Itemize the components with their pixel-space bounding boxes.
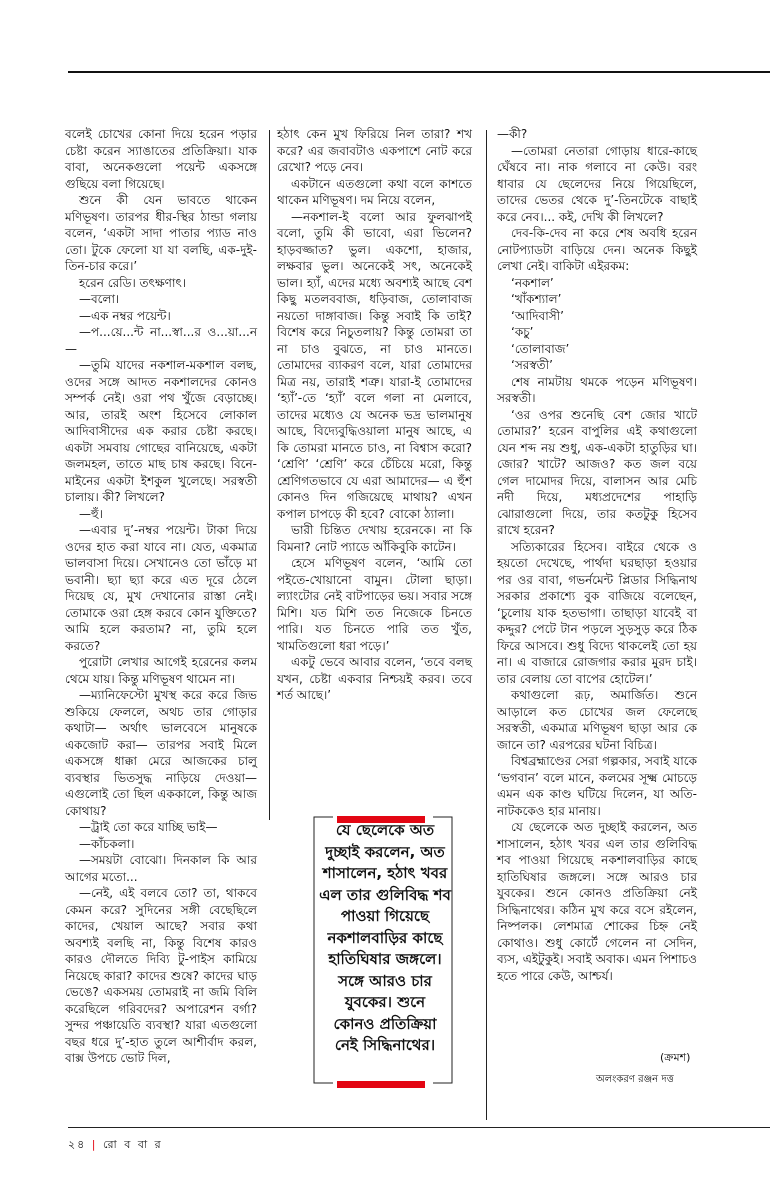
pull-quote-bottom-bar — [337, 1081, 425, 1088]
column-divider-1 — [269, 130, 270, 820]
column-divider-2 — [486, 130, 487, 1120]
pull-quote-line: সঙ্গে আরও চার — [338, 971, 432, 990]
paragraph: —ম্যানিফেস্টো মুখস্থ করে করে জিভ শুকিয়ে ফেললে, অথচ তার গোড়ার কথাটা— অর্থাৎ ভালবেসে মানুষকে একজোট করা— তারপর সবাই মিলে একসঙ্গে ধাক্কা মেরে আজকের চালু ব্যবস্থার ভিতসুদ্ধ নাড়িয়ে দেওয়া— এগুলোই তো ছিল এককালে, কিন্তু আজ কোথায়? — [65, 688, 257, 818]
paragraph: —নেই, এই বলবে তো? তা, থাকবে কেমন করে? সুদিনের সঙ্গী বেছেছিলে কাদের, খেয়াল আছে? সবার কথা অবশ্যই বলছি না, কিন্তু বিশেষ কারও কারও দৌলতে দিব্যি টু-পাইস কামিয়ে নিয়েছে কারা? কাদের শুষে? কাদের ঘাড় ভেঙে? একসময় তোমরাই না জমি বিলি করেছিলে গরিবদের? অপারেশন বর্গা? সুন্দর পঞ্চায়েতি ব্যবস্থা? যারা এতগুলো বছর ধরে দু’-হাত তুলে আশীর্বাদ করল, বাক্স উপচে ভোট দিল, — [65, 886, 257, 1065]
pull-quote-line: দুচ্ছাই করলেন, অত — [325, 842, 445, 861]
pull-quote-line: এল তার গুলিবিদ্ধ শব — [319, 885, 451, 904]
paragraph: বিশ্বব্রহ্মাণ্ডের সেরা গল্পকার, সবাই যাকে ‘ভগবান’ বলে মানে, কলমের সূক্ষ্ম মোচড়ে এমন এক কাণ্ড ঘটিয়ে দিলেন, যা অতি-নাটককেও হার মানায়। — [497, 754, 697, 818]
paragraph: —এবার দু’-নম্বর পয়েন্ট। টাকা দিয়ে ওদের হাত করা যাবে না। যেত, একমাত্র ভালবাসা দিয়ে। সেখানেও তো ভাঁড়ে মা ভবানী। ছ্যা ছ্যা করে এত দূরে ঠেলে দিয়েছ যে, মুখ দেখানোর রাস্তা নেই। তোমাকে ওরা হেঙ্গ করবে কোন যুক্তিতে? আমি হলে করতাম? না, তুমি হলে করতে? — [65, 523, 257, 653]
paragraph: একটানে এতগুলো কথা বলে কাশতে থাকেন মণিভূষণ। দম নিয়ে বলেন, — [277, 176, 472, 207]
article-column-1 — [65, 126, 257, 1067]
paragraph: ‘খাঁকশ্যাল’ — [511, 292, 562, 306]
paragraph: ভারী চিন্তিত দেখায় হরেনকে। না কি বিমনা? নোট প্যাডে আঁকিবুকি কাটেন। — [277, 523, 472, 554]
pull-quote-line: কোনও প্রতিক্রিয়া — [333, 1014, 437, 1033]
paragraph: কথাগুলো রূঢ়, অমার্জিত। শুনে আড়ালে কত চোখের জল ফেলেছে সরস্বতী, একমাত্র মণিভূষণ ছাড়া আর কে জানে তা? এরপরের ঘটনা বিচিত্র। — [497, 688, 697, 752]
paragraph: ‘তোলাবাজ’ — [511, 341, 570, 356]
pull-quote-line: নেই সিদ্ধিনাথের। — [334, 1036, 436, 1054]
paragraph: —এক নম্বর পয়েন্ট। — [79, 308, 171, 323]
article-column-3 — [497, 126, 697, 984]
pull-quote-line: হাতিঘিষার জঙ্গলে। — [328, 950, 442, 968]
paragraph: —নকশাল-ই বলো আর ফুলঝাপই বলো, তুমি কী ভাবো, এরা ভিলেন? হাড়বজ্জাত? ভুল। একশো, হাজার, লক্ষবার ভুল। অনেকেই সৎ, অনেকেই ভাল। হ্যাঁ, এদের মধ্যে অবশ্যই আছে বেশ কিছু মতলববাজ, ধড়িবাজ, তোলাবাজ নয়তো দাঙ্গাবাজ। কিন্তু সবাই কি তাই? বিশেষ করে নিচুতলায়? কিন্তু তোমরা তা না চাও বুঝতে, না চাও মানতে। তোমাদের ব্যাকরণ বলে, যারা তোমাদের মিত্র নয়, তারাই শত্রু। যারা-ই তোমাদের ‘হ্যাঁ’-তে ‘হ্যাঁ’ বলে গলা না মেলাবে, তাদের মধ্যেও যে অনেক ভদ্র ভালমানুষ আছে, বিদ্যেবুদ্ধিওয়ালা মানুষ আছে, এ কি তোমরা মানতে চাও, না বিশ্বাস করো? ‘শ্রেণি’ ‘শ্রেণি’ করে চেঁচিয়ে মরো, কিন্তু শ্রেণিগতভাবে যে এরা আমাদের— এ হুঁশ কোনও দিন গজিয়েছে মাথায়? এখন কপাল চাপড়ে কী হবে? বোকো ঠ্যালা। — [277, 209, 472, 521]
page-number: ২৪ — [68, 1138, 87, 1151]
paragraph: দেব-কি-দেব না করে শেষ অবধি হরেন নোটপ্যাডটা বাড়িয়ে দেন। অনেক কিছুই লেখা নেই। বাকিটা এইরকম: — [497, 226, 697, 273]
pull-quote-line: শাসালেন, হঠাৎ খবর — [322, 864, 448, 882]
paragraph: ‘সরস্বতী’ — [511, 358, 553, 372]
paragraph: —তুমি যাদের নকশাল-মকশাল বলছ, ওদের সঙ্গে আদত নকশালদের কোনও সম্পর্ক নেই। ওরা পথ খুঁজে বেড়াচ্ছে। আর, তারই অংশ হিসেবে লোকাল আদিবাসীদের এক করার চেষ্টা করছে। একটা সমবায় গোছের বানিয়েছে, একটা জলমহল, তাতে মাছ চাষ করছে। বিনে-মাইনের একটা ইশকুল খুলেছে। সরস্বতী চালায়। কী? লিখলে? — [65, 358, 257, 504]
article-column-2 — [277, 126, 472, 704]
paragraph: হরেন রেডি। তৎক্ষণাৎ। — [79, 275, 187, 290]
pull-quote-line: যে ছেলেকে অত — [335, 821, 435, 839]
paragraph: সত্যিকারের হিসেব। বাইরে থেকে ও হয়তো দেখেছে, পার্থদা ঘরছাড়া হওয়ার পর ওর বাবা, গভর্নমেন্ট প্লিডার সিদ্ধিনাথ সরকার প্রকাশ্যে বুক বাজিয়ে বলেছেন, ‘চুলোয় যাক হতভাগা। তাছাড়া যাবেই বা কদ্দুর? পেটে টান পড়লে সুড়সুড় করে ঠিক ফিরে আসবে। শুধু বিদ্যে থাকলেই তো হয় না। এ বাজারে রোজগার করার মুরদ চাই। তার বেলায় তো বাপের হোটেল।’ — [497, 539, 697, 686]
paragraph: একটু ভেবে আবার বলেন, ‘তবে বলছ যখন, চেষ্টা একবার নিশ্চয়ই করব। তবে শর্ত আছে।’ — [277, 655, 472, 702]
page-footer — [68, 1136, 163, 1155]
paragraph: ‘আদিবাসী’ — [511, 308, 564, 323]
pull-quote-line: যুবকের। শুনে — [344, 993, 426, 1011]
paragraph: বলেই চোখের কোনা দিয়ে হরেন পড়ার চেষ্টা করেন স্যাঙাতের প্রতিক্রিয়া। যাক বাবা, অনেকগুলো পয়েন্ট একসঙ্গে গুছিয়ে বলা গিয়েছে। — [65, 127, 257, 191]
paragraph: —কাঁচকলা। — [79, 836, 135, 851]
paragraph: —কী? — [497, 127, 528, 141]
illustration-credit: অলংকরণ রঞ্জন দত্ত — [596, 1074, 674, 1085]
paragraph: —ট্রাই তো করে যাচ্ছি ভাই— — [79, 820, 218, 834]
paragraph: ‘কচু’ — [511, 325, 534, 339]
paragraph: হেসে মণিভূষণ বলেন, ‘আমি তো পইতে-খোয়ানো বামুন। টোলা ছাড়া। ল্যাংটোর নেই বাটপাড়ের ভয়। সবার সঙ্গে মিশি। যত মিশি তত নিজেকে চিনতে পারি। যত চিনতে পারি তত খুঁত, খামতিগুলো ধরা পড়ে।’ — [277, 556, 472, 653]
paragraph: শুনে কী যেন ভাবতে থাকেন মণিভূষণ। তারপর ধীর-স্থির ঠান্ডা গলায় বলেন, ‘একটা সাদা পাতার প্যাড নাও তো। টুকে ফেলো যা যা বলছি, এক-দুই-তিন-চার করে।’ — [65, 193, 257, 273]
paragraph: ‘নকশাল’ — [511, 275, 554, 290]
continued-label: (ক্রমশ) — [660, 1051, 691, 1064]
pull-quote-line: নকশালবাড়ির কাছে — [327, 928, 443, 947]
paragraph: হঠাৎ কেন মুখ ফিরিয়ে নিল তারা? শখ করে? এর জবাবটাও একপাশে নোট করে রেখো? পড়ে নেব। — [277, 127, 472, 174]
top-rule — [68, 71, 770, 73]
paragraph: পুরোটা লেখার আগেই হরেনের কলম থেমে যায়। কিন্তু মণিভূষণ থামেন না। — [65, 655, 257, 686]
footer-separator: | — [91, 1138, 98, 1151]
paragraph: যে ছেলেকে অত দুচ্ছাই করলেন, অত শাসালেন, হঠাৎ খবর এল তার গুলিবিদ্ধ শব পাওয়া গিয়েছে নকশালবাড়ির কাছে হাতিঘিষার জঙ্গলে। সঙ্গে আরও চার যুবকের। শুনে কোনও প্রতিক্রিয়া নেই সিদ্ধিনাথের। কঠিন মুখ করে বসে রইলেন, নিষ্পলক। লেশমাত্র শোকের চিহ্ন নেই কোথাও। শুধু কোর্টে গেলেন না সেদিন, ব্যস, এইটুকুই। সবাই অবাক। এমন পিশাচও হতে পারে কেউ, আশ্চর্য। — [497, 820, 697, 983]
paragraph: —প...য়ে...ন্ট না...স্বা...র ও...য়া...ন— — [65, 325, 257, 356]
paragraph: ‘ওর ওপর শুনেছি বেশ জোর খাটে তোমার?’ হরেন বাপুলির এই কথাগুলো যেন শব্দ নয় শুধু, এক-একটা হাতুড়ির ঘা। জোর? খাটে? আজও? কত জল বয়ে গেল দামোদর দিয়ে, বালাসন আর মেচি নদী দিয়ে, মধ্যপ্রদেশের পাহাড়ি ঝোরাগুলো দিয়ে, তার কতটুকু হিসেব রাখে হরেন? — [497, 407, 697, 537]
paragraph: শেষ নামটায় থমকে পড়েন মণিভূষণ। সরস্বতী। — [497, 374, 697, 405]
magazine-name: রো ব বা র — [103, 1138, 163, 1151]
paragraph: —বলো। — [79, 292, 120, 306]
pull-quote — [305, 820, 465, 1057]
pull-quote-line: পাওয়া গিয়েছে — [340, 907, 430, 925]
paragraph: —সময়টা বোঝো। দিনকাল কি আর আগের মতো... — [65, 853, 257, 884]
paragraph: —তোমরা নেতারা গোড়ায় ধারে-কাছে ঘেঁষবে না। নাক গলাবে না কেউ। বরং ধাবার যে ছেলেদের নিয়ে গিয়েছিলে, তাদের ভেতর থেকে দু’-তিনটেকে বাছাই করে নেব।... কই, দেখি কী লিখলে? — [497, 143, 697, 224]
footer-rule — [68, 1127, 770, 1128]
paragraph: —হুঁ। — [79, 506, 103, 521]
